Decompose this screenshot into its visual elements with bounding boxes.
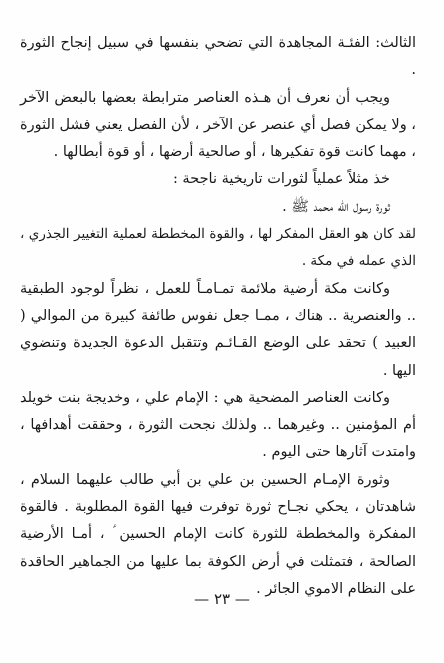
paragraph-7: وكانت العناصر المضحية هي : الإمام علي ، وخديجة بنت خويلد أم المؤمنين .. وغيرهما .. ولذلك نجحت الثورة ، وحققت أهدافها ، وامتدت آثارها حتى اليوم . [20,389,416,461]
paragraph-5: لقد كان هو العقل المفكر لها ، والقوة المخططة لعملية التغيير الجذري ، الذي عمله في مكة . [20,226,416,270]
paragraph-2: ويجب أن نعرف أن هـذه العناصر مترابطة بعضها بالبعض الآخر ، ولا يمكن فصل أي عنصر عن الآخر ، لأن الفصل يعني فشل الثورة ، مهما كانت قوة تفكيرها ، أو صالحية أرضها ، أو قوة أبطالها . [20,89,416,161]
body-text [20,30,416,603]
paragraph-4: ثورة رسول الله محمد ﷺ . [282,198,390,215]
paragraph-1: الثالث: الفئـة المجاهدة التي تضحي بنفسها في سبيل إنجاح الثورة . [20,35,416,79]
paragraph-3: خذ مثلاً عملياً لثورات تاريخية ناجحة : [172,171,390,188]
paragraph-8: وثورة الإمـام الحسين بن علي بن أبي طالب عليهما السلام ، شاهدتان ، يحكي نجـاح ثورة توفرت فيها القوة المطلوبة . فالقوة المفكرة والمخططة للثورة كانت الإمام الحسين ؑ ، أمـا الأرضية الصالحة ، فتمثلت في أرض الكوفة بما عليها من الجماهير الحاقدة على النظام الاموي الجائر . [20,471,416,597]
page-number: — ٢٣ — [194,590,250,608]
paragraph-6: وكانت مكة أرضية ملائمة تمـامـاً للعمل ، نظراً لوجود الطبقية .. والعنصرية .. هناك ، ممـا جعل نفوس طائفة كبيرة من الموالي ( العبيد ) تحقد على الوضع القـائـم وتتقبل الدعوة الجديدة وتنضوي اليها . [20,280,416,379]
